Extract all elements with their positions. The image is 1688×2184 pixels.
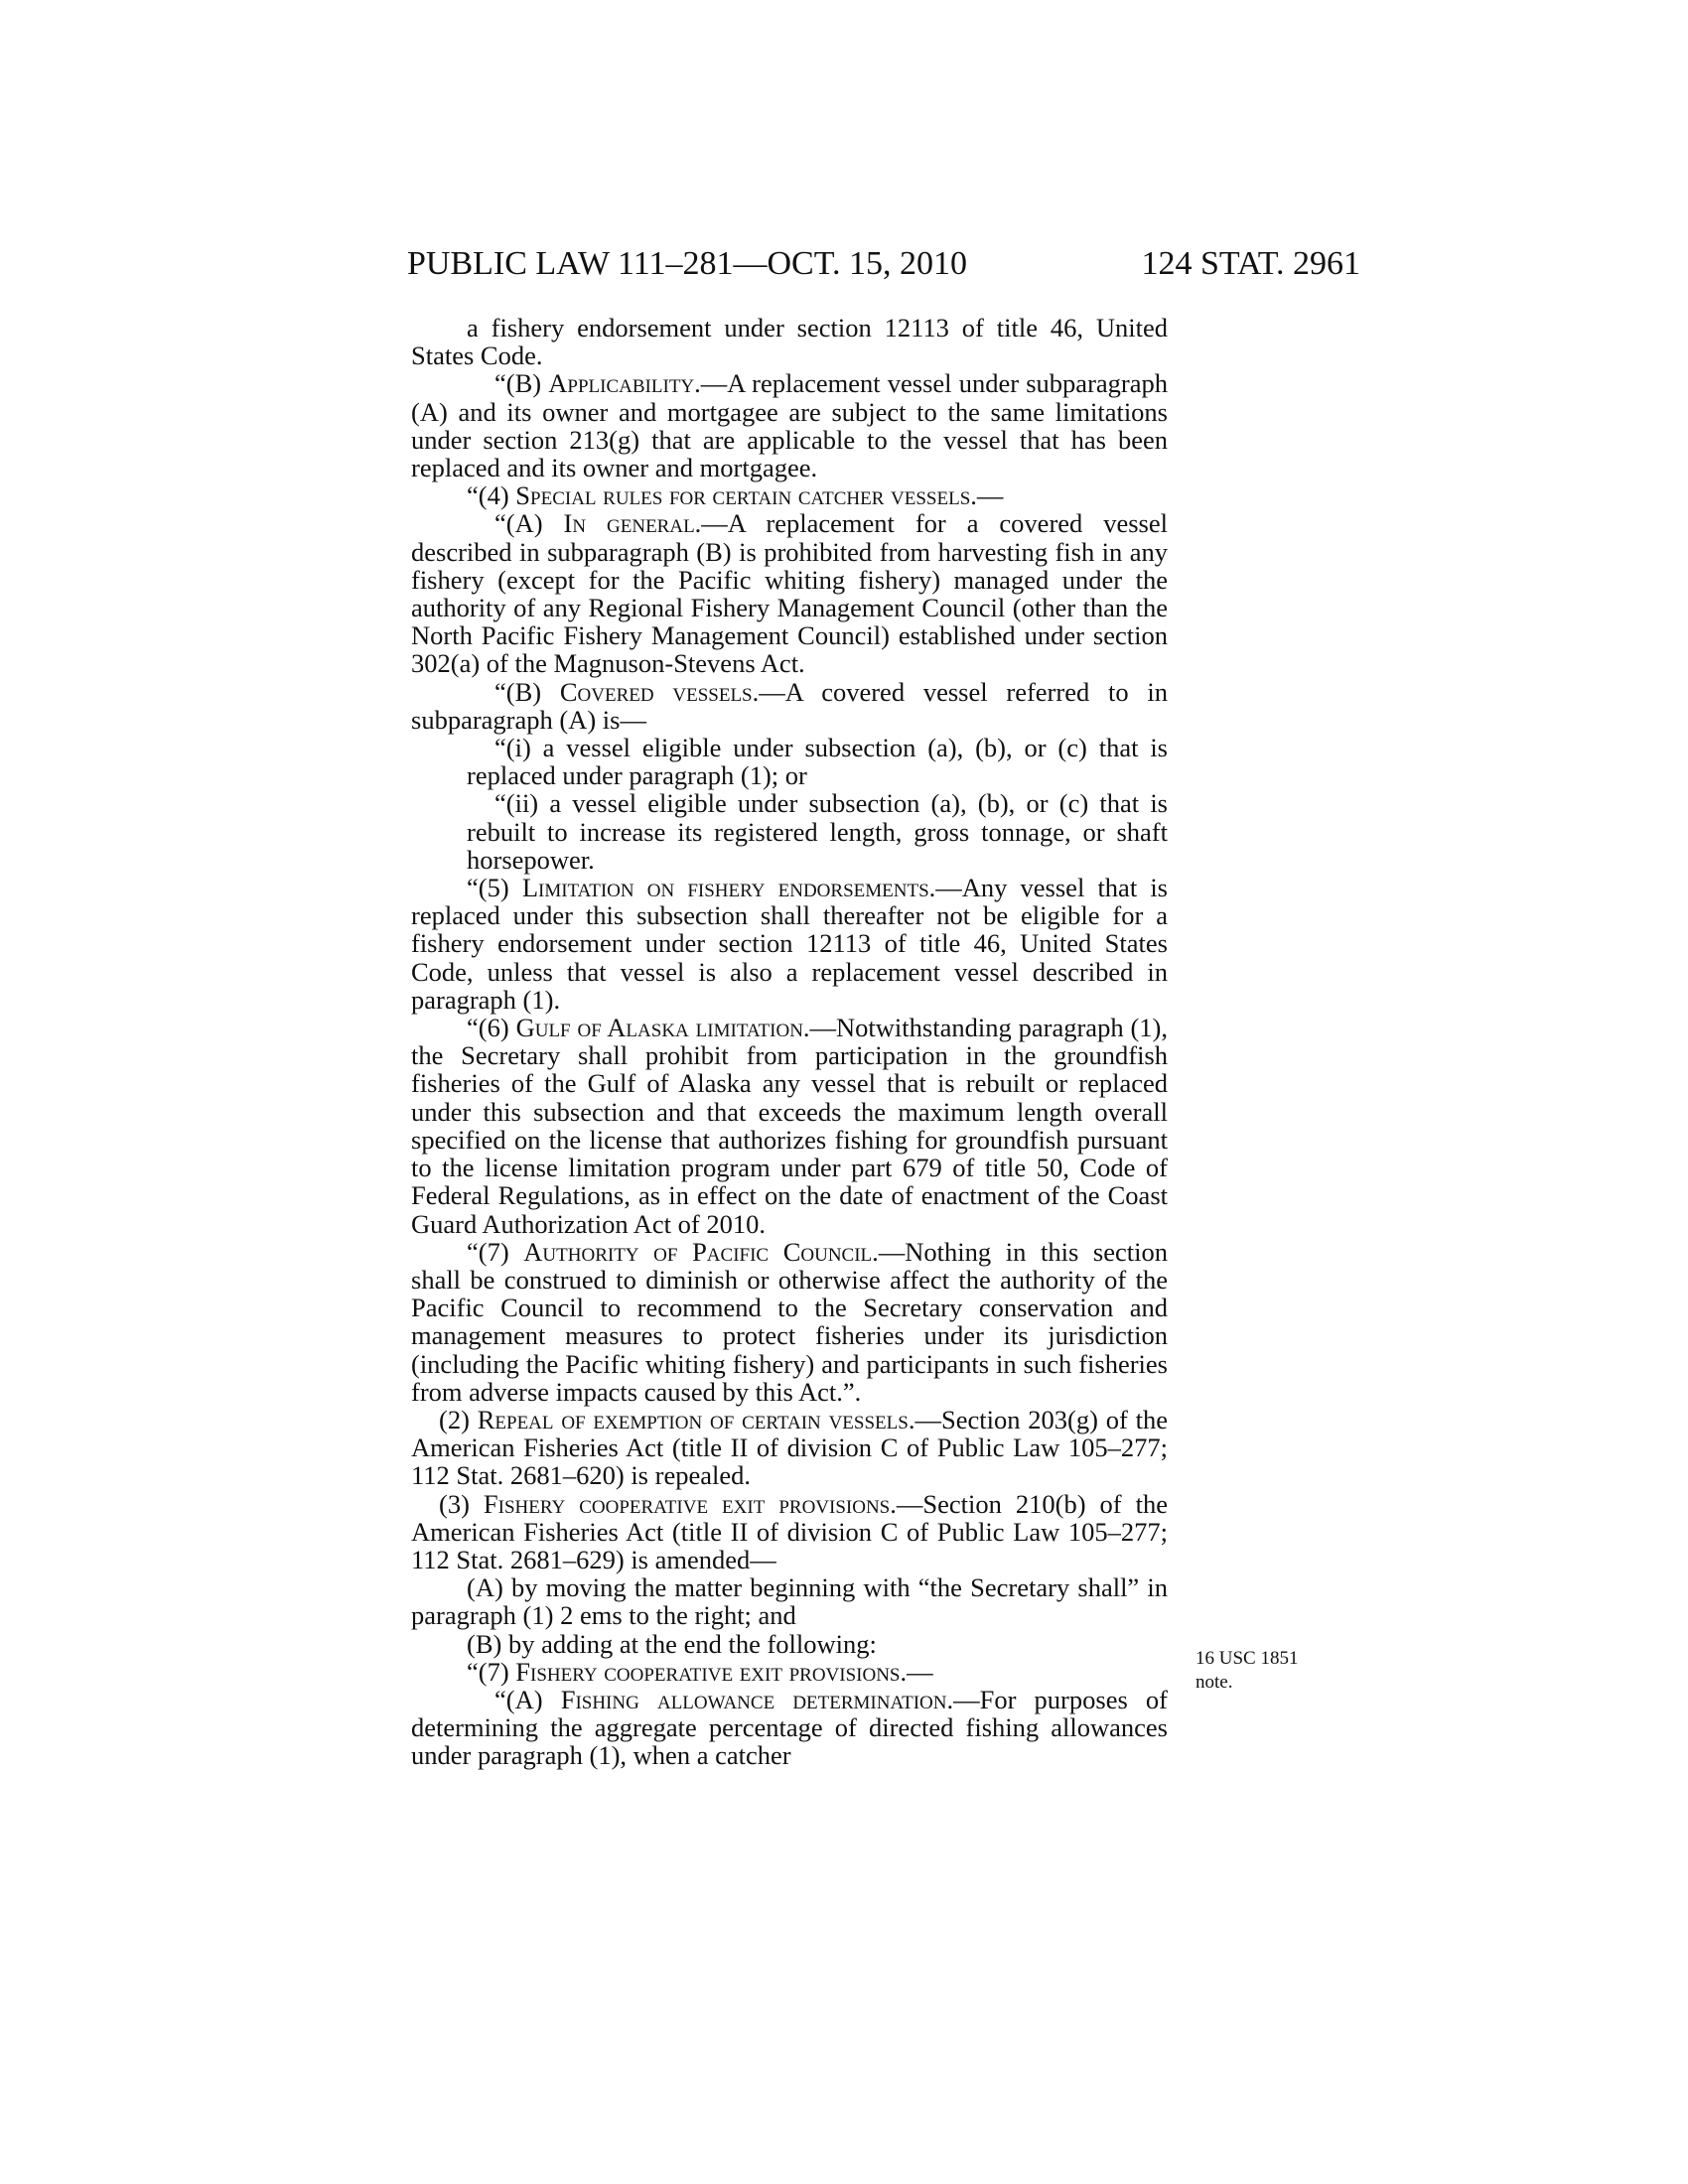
paragraph-designator: “(B) [494, 368, 549, 399]
margin-note-line-1: 16 USC 1851 [1196, 1648, 1299, 1669]
paragraph-heading: In general [563, 508, 695, 539]
paragraph [411, 1406, 1168, 1490]
paragraph-heading: Limitation on fishery endorsements [521, 873, 929, 903]
paragraph-designator: “(A) [494, 508, 564, 539]
header-law-citation: PUBLIC LAW 111–281—OCT. 15, 2010 [407, 245, 967, 282]
paragraph-designator: (3) [439, 1488, 484, 1519]
paragraph-text: .—Nothing in this section shall be construed to diminish or otherwise affect the authority of the Pacific Council to recommend to the Secretary conservation and management measures to protect fisheries under its jurisdiction (including the Pacific whiting fishery) and participants in such fisheries from adverse impacts caused by this Act.”. [411, 1236, 1168, 1407]
paragraph [411, 1658, 1168, 1686]
body-text [411, 314, 1168, 1770]
paragraph-heading: Gulf of Alaska limitation [515, 1013, 803, 1043]
paragraph-heading: Fishery cooperative exit provisions [515, 1656, 901, 1687]
paragraph-designator: “(5) [467, 873, 522, 903]
margin-citation-note [1196, 1647, 1315, 1695]
paragraph-text: “(i) a vessel eligible under subsection (a), (b), or (c) that is replaced under paragraph (1); or [467, 733, 1168, 791]
paragraph [411, 1238, 1168, 1406]
running-header [407, 245, 1360, 291]
paragraph-heading: Applicability [548, 368, 695, 399]
paragraph-designator: (2) [439, 1404, 478, 1434]
paragraph-text: .—For purposes of determining the aggregate percentage of directed fishing allowances under paragraph (1), when a catcher [411, 1684, 1168, 1771]
paragraph-text: a fishery endorsement under section 12113 of title 46, United States Code. [411, 313, 1168, 371]
paragraph-heading: Fishery cooperative exit provisions [483, 1488, 891, 1519]
paragraph-text: .—A replacement vessel under subparagraph (A) and its owner and mortgagee are subject to the same limitations under section 213(g) that are applicable to the vessel that has been replaced and its owner and mortgagee. [411, 368, 1168, 483]
paragraph-designator: “(A) [494, 1684, 561, 1714]
paragraph-designator: “(6) [467, 1013, 516, 1043]
paragraph [411, 789, 1168, 874]
paragraph-designator: “(7) [467, 1236, 524, 1267]
paragraph-text: .—A covered vessel referred to in subparagraph (A) is— [411, 676, 1169, 735]
paragraph [411, 369, 1168, 481]
paragraph-text: (A) by moving the matter beginning with “the Secretary shall” in paragraph (1) 2 ems to the right; and [411, 1572, 1168, 1631]
paragraph [411, 1630, 1168, 1658]
paragraph-text: (B) by adding at the end the following: [467, 1628, 877, 1659]
paragraph [411, 1573, 1168, 1629]
paragraph-heading: Fishing allowance determination [560, 1684, 947, 1714]
paragraph-heading: Covered vessels [559, 676, 753, 707]
header-stat-page: 124 STAT. 2961 [1141, 245, 1360, 282]
paragraph [411, 509, 1168, 677]
paragraph-designator: “(4) [467, 480, 516, 511]
paragraph [411, 1014, 1168, 1238]
paragraph-text: “(ii) a vessel eligible under subsection (a), (b), or (c) that is rebuilt to increase its registered length, gross tonnage, or shaft horsepower. [467, 788, 1168, 875]
paragraph [411, 481, 1168, 509]
margin-note-line-2: note. [1196, 1672, 1233, 1693]
paragraph [411, 1686, 1168, 1770]
paragraph-text: .—Section 210(b) of the American Fisheries Act (title II of division C of Public Law 105–277; 112 Stat. 2681–629) is amended— [411, 1488, 1168, 1574]
paragraph-text: .—Any vessel that is replaced under this subsection shall thereafter not be eligible for a fishery endorsement under section 12113 of title 46, United States Code, unless that vessel is also a replacement vessel described in paragraph (1). [411, 873, 1168, 1015]
paragraph [411, 314, 1168, 369]
paragraph-text: .—Section 203(g) of the American Fisheries Act (title II of division C of Public Law 105–277; 112 Stat. 2681–620) is repealed. [411, 1404, 1169, 1491]
paragraph-text: .— [900, 1656, 933, 1687]
paragraph [411, 1490, 1168, 1574]
paragraph [411, 734, 1168, 789]
paragraph-designator: “(7) [467, 1656, 516, 1687]
paragraph-heading: Special rules for certain catcher vessels [515, 480, 971, 511]
paragraph-text: .—A replacement for a covered vessel described in subparagraph (B) is prohibited from harvesting fish in any fishery (except for the Pacific whiting fishery) managed under the authority of any Regional Fishery Management Council (other than the North Pacific Fishery Management Council) established under section 302(a) of the Magnuson-Stevens Act. [411, 508, 1168, 679]
paragraph-heading: Repeal of exemption of certain vessels [477, 1404, 909, 1434]
paragraph [411, 678, 1168, 734]
paragraph-heading: Authority of Pacific Council [523, 1236, 873, 1267]
paragraph [411, 874, 1168, 1014]
paragraph-designator: “(B) [494, 676, 560, 707]
paragraph-text: .— [970, 480, 1004, 511]
paragraph-text: .—Notwithstanding paragraph (1), the Secretary shall prohibit from participation in the groundfish fisheries of the Gulf of Alaska any vessel that is rebuilt or replaced under this subsection and that exceeds the maximum length overall specified on the license that authorizes fishing for groundfish pursuant to the license limitation program under part 679 of title 50, Code of Federal Regulations, as in effect on the date of enactment of the Coast Guard Authorization Act of 2010. [411, 1013, 1169, 1239]
